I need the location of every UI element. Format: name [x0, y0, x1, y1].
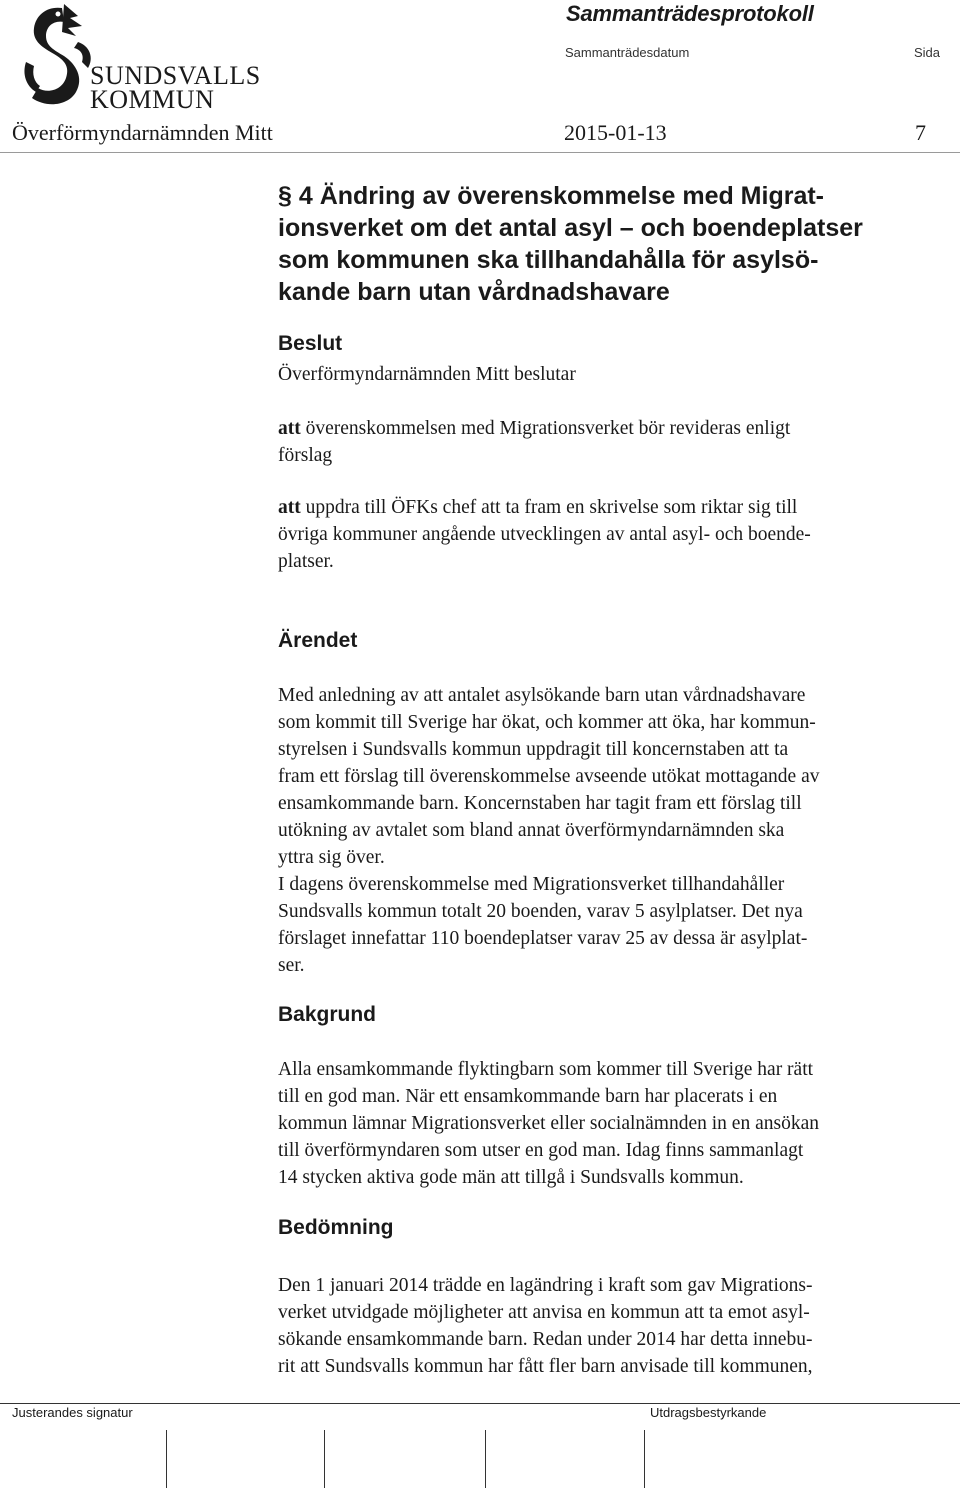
header-divider	[0, 152, 960, 153]
body-name: Överförmyndarnämnden Mitt	[12, 120, 273, 145]
matter-line: utökning av avtalet som bland annat överförmyndarnämnden ska	[278, 820, 785, 841]
background-line: kommun lämnar Migrationsverket eller socialnämnden in en ansökan	[278, 1113, 819, 1134]
decision-item-1-line: förslag	[278, 445, 333, 466]
background-line: till överförmyndaren som utser en god man. Idag finns sammanlagt	[278, 1140, 804, 1161]
signature-box-divider	[324, 1430, 325, 1488]
decision-item-2-line	[278, 494, 938, 521]
assessment-line: Den 1 januari 2014 trädde en lagändring i kraft som gav Migrations-	[278, 1275, 813, 1296]
assessment-line: sökande ensamkommande barn. Redan under 2014 har detta innebu-	[278, 1329, 813, 1350]
page-label: Sida	[914, 45, 941, 60]
background-paragraph	[278, 1056, 938, 1191]
background-line: Alla ensamkommande flyktingbarn som kommer till Sverige har rätt	[278, 1059, 814, 1080]
matter-line: styrelsen i Sundsvalls kommun uppdragit till koncernstaben att ta	[278, 739, 789, 760]
meeting-date-label: Sammanträdesdatum	[565, 45, 690, 60]
att-keyword: att	[278, 497, 301, 518]
matter-line: I dagens överenskommelse med Migrationsverket tillhandahåller	[278, 874, 785, 895]
matter-heading: Ärendet	[278, 629, 358, 652]
decision-item-2-text: uppdra till ÖFKs chef att ta fram en skrivelse som riktar sig till	[300, 497, 798, 518]
matter-line: yttra sig över.	[278, 847, 385, 868]
title-line: § 4 Ändring av överenskommelse med Migrat-	[278, 182, 825, 210]
decision-item-2-line: övriga kommuner angående utvecklingen av antal asyl- och boende-	[278, 524, 811, 545]
matter-line: Med anledning av att antalet asylsökande barn utan vårdnadshavare	[278, 685, 806, 706]
logo-text-line1: SUNDSVALLS	[90, 61, 261, 90]
decision-item-2	[278, 494, 938, 575]
logo-text-line2: KOMMUN	[90, 85, 215, 114]
matter-line: fram ett förslag till överenskommelse avseende utökat mottagande av	[278, 766, 820, 787]
assessment-line: rit att Sundsvalls kommun har fått fler barn anvisade till kommunen,	[278, 1356, 813, 1377]
decision-item-2-line: platser.	[278, 551, 334, 572]
matter-line: Sundsvalls kommun totalt 20 boenden, varav 5 asylplatser. Det nya	[278, 901, 803, 922]
signatures-label: Justerandes signatur	[12, 1405, 133, 1420]
logo-text	[90, 61, 261, 114]
assessment-line: verket utvidgade möjligheter att anvisa en kommun att ta emot asyl-	[278, 1302, 810, 1323]
footer-divider	[0, 1403, 960, 1404]
signature-box-divider	[485, 1430, 486, 1488]
assessment-paragraph	[278, 1272, 938, 1380]
assessment-heading: Bedömning	[278, 1216, 394, 1239]
background-line: till en god man. När ett ensamkommande barn har placerats i en	[278, 1086, 778, 1107]
matter-line: som kommit till Sverige har ökat, och kommer att öka, har kommun-	[278, 712, 816, 733]
title-line: ionsverket om det antal asyl – och boendeplatser	[278, 214, 863, 242]
decision-item-1	[278, 415, 938, 469]
decision-item-1-text: överenskommelsen med Migrationsverket bör revideras enligt	[300, 418, 791, 439]
title-line: som kommunen ska tillhandahålla för asylsö-	[278, 246, 819, 274]
background-heading: Bakgrund	[278, 1003, 377, 1026]
document-type: Sammanträdesprotokoll	[566, 1, 814, 26]
decision-item-1-line	[278, 415, 938, 442]
decision-heading: Beslut	[278, 332, 343, 355]
matter-line: ensamkommande barn. Koncernstaben har tagit fram ett förslag till	[278, 793, 802, 814]
background-line: 14 stycken aktiva gode män att tillgå i Sundsvalls kommun.	[278, 1167, 744, 1188]
matter-line: förslaget innefattar 110 boendeplatser varav 25 av dessa är asylplat-	[278, 928, 808, 949]
att-keyword: att	[278, 418, 301, 439]
certification-label: Utdragsbestyrkande	[650, 1405, 767, 1420]
signature-box-divider	[644, 1430, 645, 1488]
signature-box-divider	[166, 1430, 167, 1488]
municipality-logo	[18, 2, 261, 114]
title-line: kande barn utan vårdnadshavare	[278, 278, 670, 306]
item-title	[278, 180, 938, 308]
matter-paragraph	[278, 682, 938, 979]
page-number: 7	[915, 120, 926, 145]
meeting-date: 2015-01-13	[564, 120, 667, 145]
decision-intro: Överförmyndarnämnden Mitt beslutar	[278, 364, 576, 385]
matter-line: ser.	[278, 955, 305, 976]
